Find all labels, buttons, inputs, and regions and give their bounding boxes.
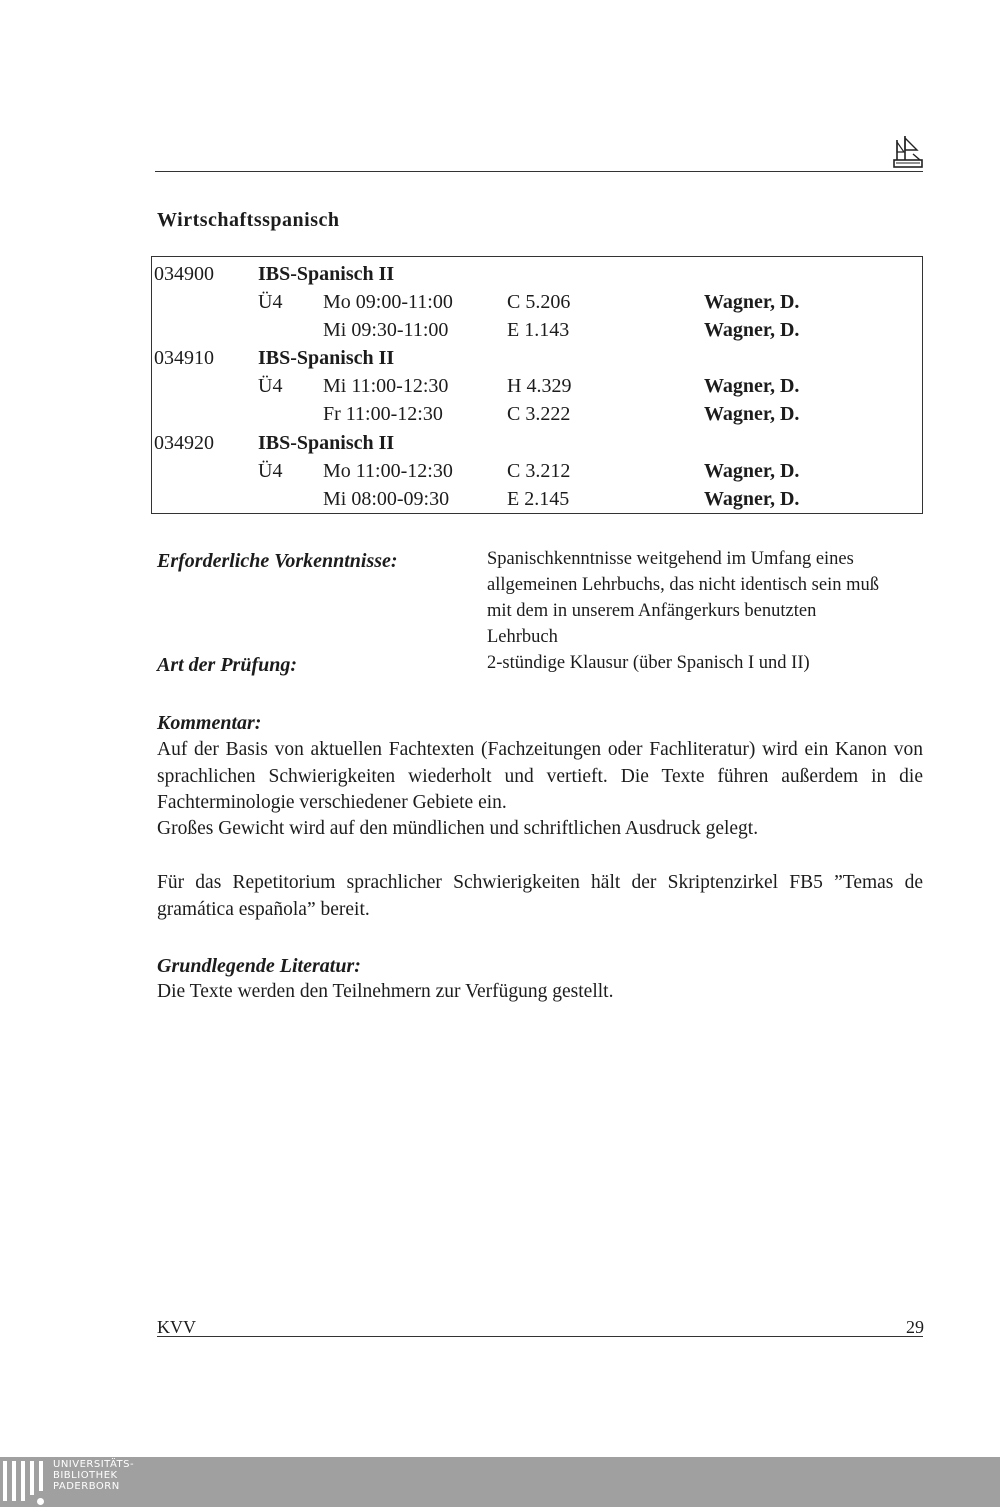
session-room: E 1.143 (507, 319, 570, 341)
comment-paragraph: Großes Gewicht wird auf den mündlichen und schriftlichen Ausdruck gelegt. (157, 818, 759, 839)
session-time: Fr 11:00-12:30 (323, 403, 443, 425)
library-name: UNIVERSITÄTS- BIBLIOTHEK PADERBORN (53, 1459, 135, 1492)
session-lecturer: Wagner, D. (704, 375, 800, 397)
course-title: IBS-Spanisch II (258, 347, 395, 369)
session-lecturer: Wagner, D. (704, 460, 800, 482)
requirements-value: Spanischkenntnisse weitgehend im Umfang eines allgemeinen Lehrbuchs, das nicht identisch sein muß mit dem in unserem Anfängerkurs benutzten Lehrbuch (487, 549, 879, 647)
course-number: 034920 (154, 432, 214, 454)
library-badge (0, 1457, 1000, 1507)
session-lecturer: Wagner, D. (704, 403, 800, 425)
session-room: H 4.329 (507, 375, 572, 397)
session-room: C 3.222 (507, 403, 571, 425)
badge-dot-icon (37, 1498, 44, 1505)
session-type: Ü4 (258, 375, 283, 397)
session-room: C 3.212 (507, 460, 571, 482)
session-time: Mo 11:00-12:30 (323, 460, 453, 482)
barcode-stripe-icon (3, 1461, 7, 1501)
session-room: C 5.206 (507, 291, 571, 313)
course-table (151, 256, 923, 514)
course-number: 034900 (154, 263, 214, 285)
comment-heading: Kommentar: (157, 712, 262, 734)
course-title: IBS-Spanisch II (258, 432, 395, 454)
comment-paragraph: Für das Repetitorium sprachlicher Schwierigkeiten hält der Skriptenzirkel FB5 ”Temas de gramática española” bereit. (157, 872, 923, 920)
session-time: Mi 08:00-09:30 (323, 488, 450, 510)
requirements-label: Erforderliche Vorkenntnisse: (157, 550, 398, 572)
session-room: E 2.145 (507, 488, 570, 510)
barcode-stripe-icon (30, 1461, 34, 1495)
course-number: 034910 (154, 347, 214, 369)
session-lecturer: Wagner, D. (704, 319, 800, 341)
library-ship-icon (893, 134, 923, 168)
literature-heading: Grundlegende Literatur: (157, 955, 361, 977)
barcode-stripe-icon (12, 1461, 16, 1501)
session-time: Mi 11:00-12:30 (323, 375, 449, 397)
barcode-stripe-icon (39, 1461, 43, 1491)
page-number: 29 (906, 1317, 924, 1337)
session-type: Ü4 (258, 291, 283, 313)
session-time: Mo 09:00-11:00 (323, 291, 453, 313)
session-time: Mi 09:30-11:00 (323, 319, 449, 341)
exam-label: Art der Prüfung: (157, 654, 298, 676)
footer-kvv: KVV (157, 1317, 196, 1337)
literature-text: Die Texte werden den Teilnehmern zur Verfügung gestellt. (157, 981, 614, 1002)
header-rule (155, 171, 923, 172)
session-lecturer: Wagner, D. (704, 291, 800, 313)
exam-value: 2-stündige Klausur (über Spanisch I und II) (487, 653, 810, 673)
session-type: Ü4 (258, 460, 283, 482)
comment-paragraph: Auf der Basis von aktuellen Fachtexten (Fachzeitungen oder Fachliteratur) wird ein Kanon von sprachlichen Schwierigkeiten wiederholt und vertieft. Die Texte führen außerdem in die Fachterminologie verschiedener Gebiete ein. (157, 739, 923, 813)
session-lecturer: Wagner, D. (704, 488, 800, 510)
section-title: Wirtschaftsspanisch (157, 209, 340, 231)
footer-rule (157, 1336, 923, 1337)
barcode-stripe-icon (21, 1461, 25, 1501)
course-title: IBS-Spanisch II (258, 263, 395, 285)
